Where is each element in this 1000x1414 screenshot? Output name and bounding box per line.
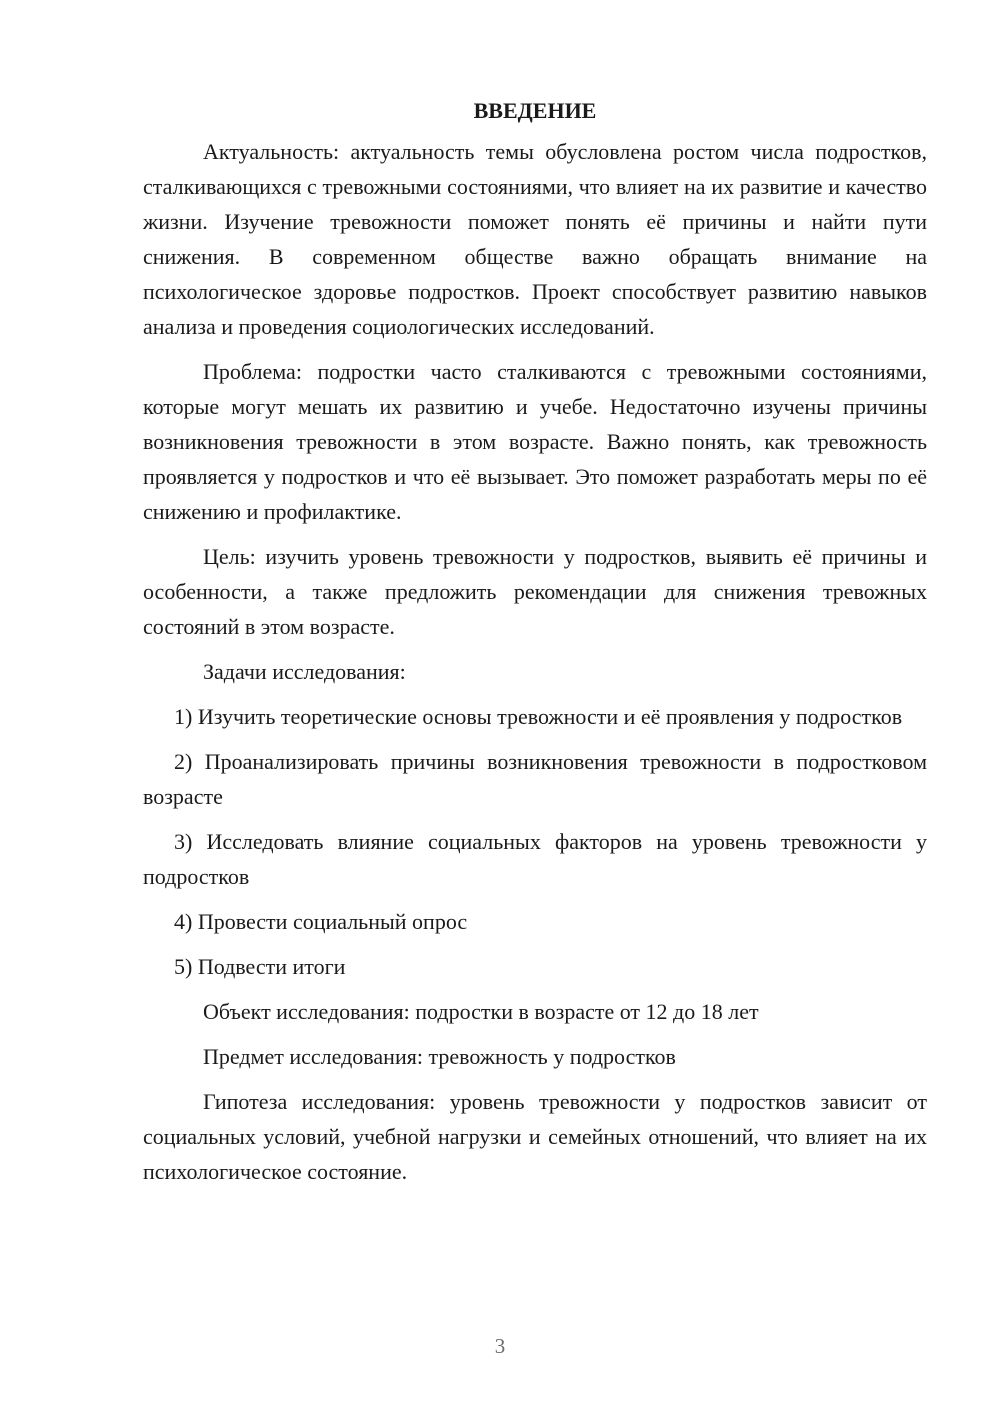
task-item-5: 5) Подвести итоги [174,954,346,979]
page-content [143,96,927,1199]
research-hypothesis: Гипотеза исследования: уровень тревожности у подростков зависит от социальных условий, учебной нагрузки и семейных отношений, что влияет на их психологическое состояние. [143,1089,927,1184]
research-object: Объект исследования: подростки в возрасте от 12 до 18 лет [203,999,759,1024]
task-item-4: 4) Провести социальный опрос [174,909,468,934]
task-item-2: 2) Проанализировать причины возникновения тревожности в подростковом возрасте [143,749,927,809]
paragraph-relevance: Актуальность: актуальность темы обусловлена ростом числа подростков, сталкивающихся с тревожными состояниями, что влияет на их развитие и качество жизни. Изучение тревожности поможет понять её причины и найти пути снижения. В современном обществе важно обращать внимание на психологическое здоровье подростков. Проект способствует развитию навыков анализа и проведения социологических исследований. [143,139,927,339]
paragraph-goal: Цель: изучить уровень тревожности у подростков, выявить её причины и особенности, а также предложить рекомендации для снижения тревожных состояний в этом возрасте. [143,544,927,639]
section-title: ВВЕДЕНИЕ [473,98,597,123]
paragraph-problem: Проблема: подростки часто сталкиваются с тревожными состояниями, которые могут мешать их развитию и учебе. Недостаточно изучены причины возникновения тревожности в этом возрасте. Важно понять, как тревожность проявляется у подростков и что её вызывает. Это поможет разработать меры по её снижению и профилактике. [143,359,927,524]
task-item-3: 3) Исследовать влияние социальных факторов на уровень тревожности у подростков [143,829,927,889]
task-item-1: 1) Изучить теоретические основы тревожности и её проявления у подростков [174,704,903,729]
research-subject: Предмет исследования: тревожность у подростков [203,1044,676,1069]
tasks-heading: Задачи исследования: [203,659,406,684]
page-number: 3 [494,1334,506,1358]
